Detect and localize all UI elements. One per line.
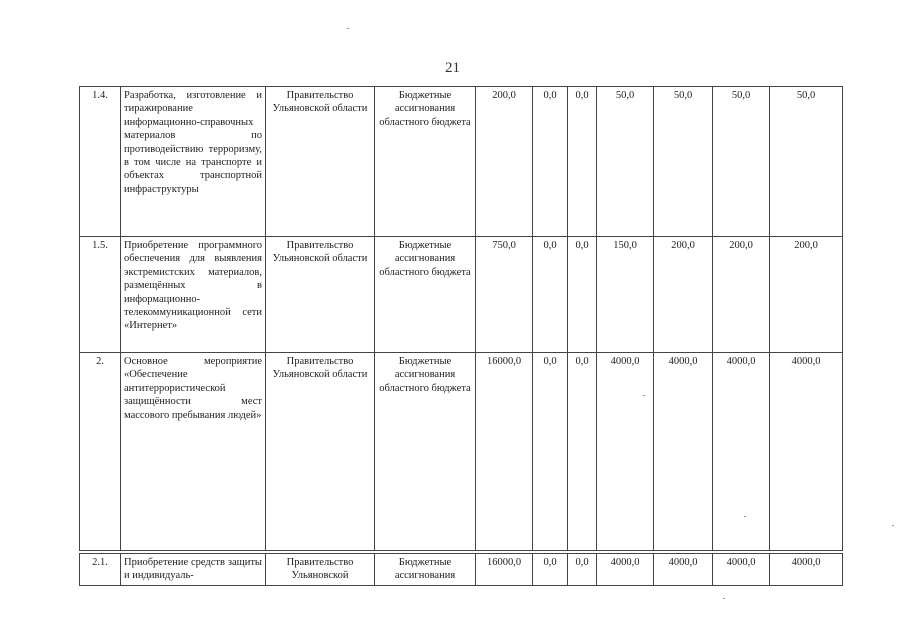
- executor: Правительство Ульяновской области: [266, 87, 375, 237]
- measure-name: Приобретение средств защиты и индивидуаль-: [121, 554, 266, 586]
- value-year-6: 4000,0: [770, 353, 843, 551]
- measure-name: Приобретение программного обеспечения для выявления экстремистских материалов, размещённых в информационно-телекоммуникационной сети «Интернет»: [121, 237, 266, 353]
- scan-speck: [347, 28, 349, 29]
- executor: Правительство Ульяновской области: [266, 353, 375, 551]
- value-year-4: 200,0: [654, 237, 713, 353]
- value-year-3: 150,0: [597, 237, 654, 353]
- table-row: [80, 353, 843, 551]
- funding-source: Бюджетные ассигнования областного бюджета: [375, 237, 476, 353]
- value-year-3: 50,0: [597, 87, 654, 237]
- scan-speck: [643, 395, 645, 396]
- value-year-5: 50,0: [713, 87, 770, 237]
- row-number: 1.4.: [80, 87, 121, 237]
- value-year-3: 4000,0: [597, 353, 654, 551]
- measure-name: Основное мероприятие «Обеспечение антитеррористической защищённости мест массового пребывания людей»: [121, 353, 266, 551]
- value-year-4: 4000,0: [654, 554, 713, 586]
- value-year-1: 0,0: [533, 237, 568, 353]
- value-year-4: 4000,0: [654, 353, 713, 551]
- value-total: 200,0: [476, 87, 533, 237]
- value-year-2: 0,0: [568, 554, 597, 586]
- row-number: 2.1.: [80, 554, 121, 586]
- row-number: 2.: [80, 353, 121, 551]
- value-year-1: 0,0: [533, 87, 568, 237]
- table-row: [80, 87, 843, 237]
- scan-speck: [723, 598, 725, 599]
- executor: Правительство Ульяновской области: [266, 237, 375, 353]
- scan-speck: [892, 525, 894, 526]
- funding-source: Бюджетные ассигнования: [375, 554, 476, 586]
- measure-name: Разработка, изготовление и тиражирование информационно-справочных материалов по противодействию терроризму, в том числе на транспорте и объектах транспортной инфраструктуры: [121, 87, 266, 237]
- table-row: [80, 237, 843, 353]
- value-total: 16000,0: [476, 353, 533, 551]
- row-number: 1.5.: [80, 237, 121, 353]
- value-year-2: 0,0: [568, 353, 597, 551]
- funding-source: Бюджетные ассигнования областного бюджета: [375, 353, 476, 551]
- program-measures-table: [79, 86, 843, 586]
- value-year-6: 200,0: [770, 237, 843, 353]
- value-total: 16000,0: [476, 554, 533, 586]
- value-year-6: 50,0: [770, 87, 843, 237]
- value-year-4: 50,0: [654, 87, 713, 237]
- value-total: 750,0: [476, 237, 533, 353]
- value-year-1: 0,0: [533, 353, 568, 551]
- scan-speck: [744, 516, 746, 517]
- executor: Правительство Ульяновской: [266, 554, 375, 586]
- value-year-5: 4000,0: [713, 353, 770, 551]
- value-year-2: 0,0: [568, 237, 597, 353]
- page-number: 21: [445, 60, 460, 76]
- value-year-6: 4000,0: [770, 554, 843, 586]
- table-row: [80, 554, 843, 586]
- value-year-3: 4000,0: [597, 554, 654, 586]
- value-year-2: 0,0: [568, 87, 597, 237]
- value-year-5: 4000,0: [713, 554, 770, 586]
- value-year-5: 200,0: [713, 237, 770, 353]
- funding-source: Бюджетные ассигнования областного бюджета: [375, 87, 476, 237]
- value-year-1: 0,0: [533, 554, 568, 586]
